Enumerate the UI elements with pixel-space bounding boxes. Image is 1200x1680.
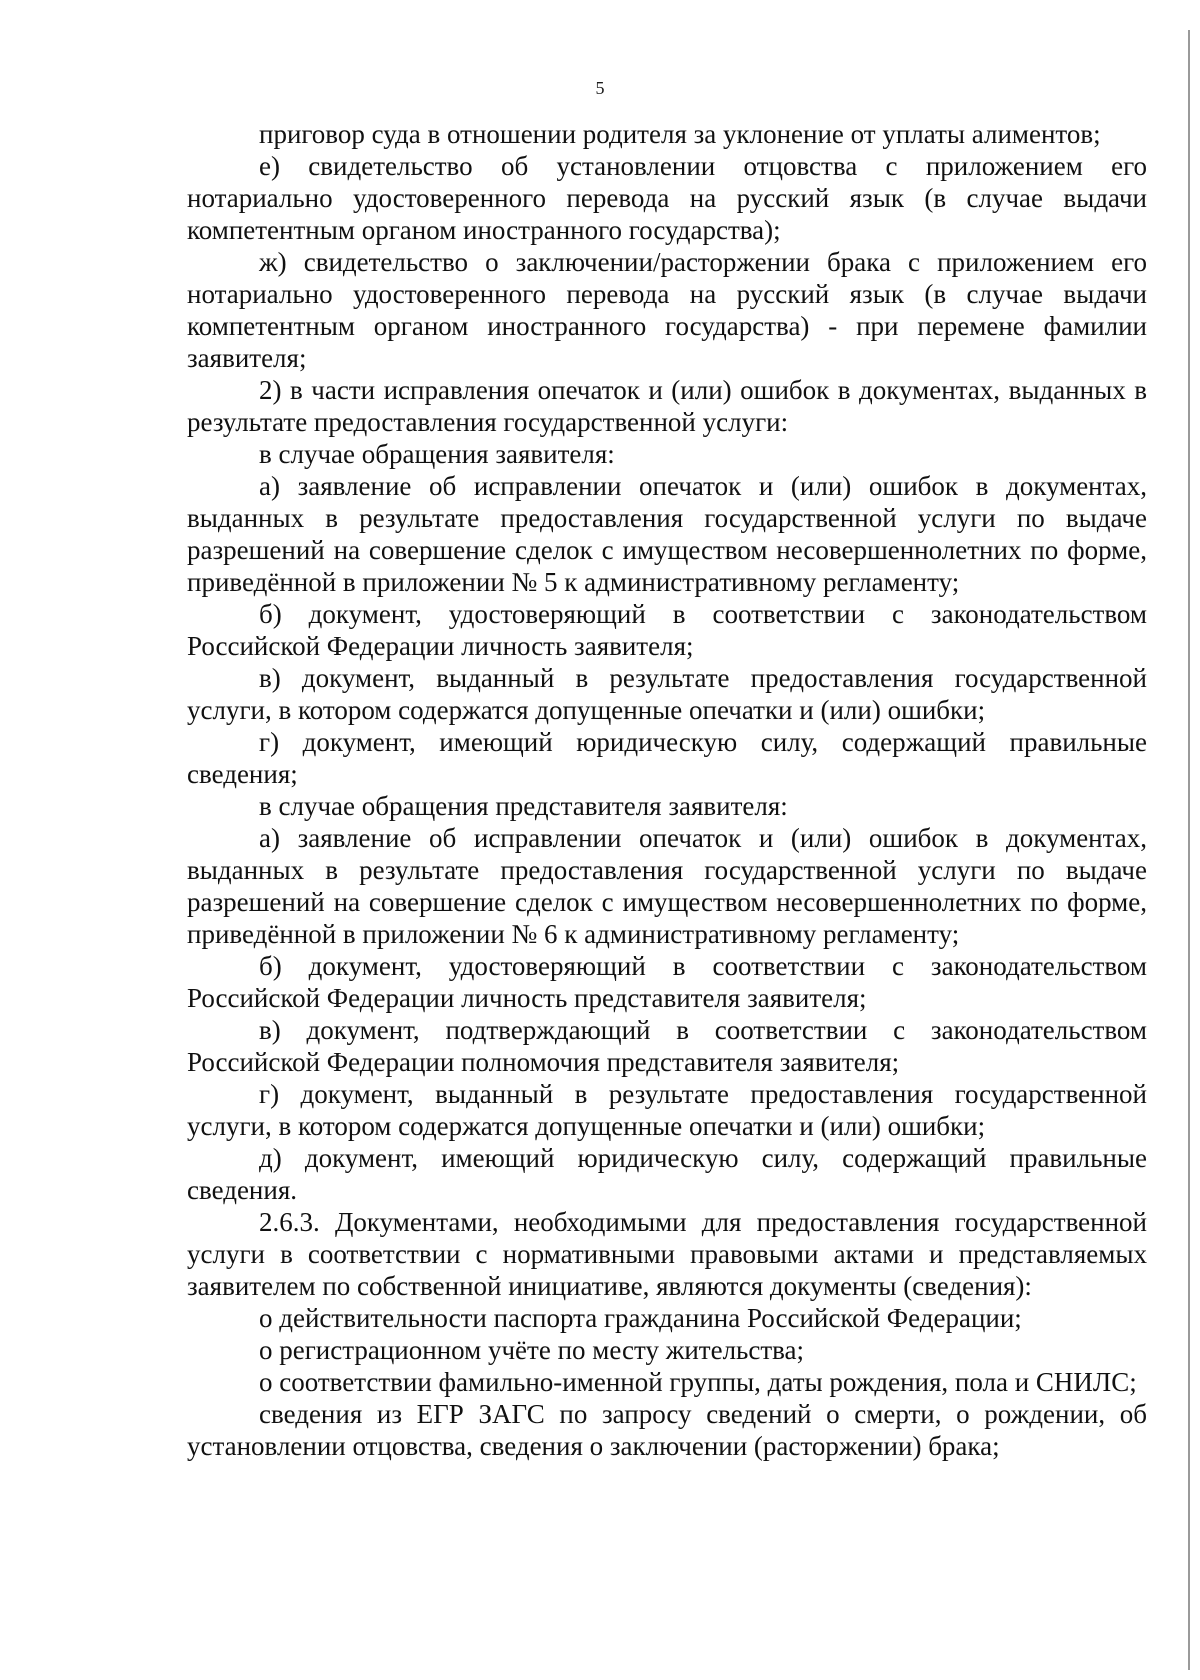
paragraph: в) документ, выданный в результате предоставления государственной услуги, в котором содержатся допущенные опечатки и (или) ошибки;: [187, 663, 1147, 725]
paragraph: сведения из ЕГР ЗАГС по запросу сведений о смерти, о рождении, об установлении отцовства, сведения о заключении (расторжении) брака;: [187, 1399, 1147, 1461]
paragraph: 2) в части исправления опечаток и (или) ошибок в документах, выданных в результате предоставления государственной услуги:: [187, 375, 1147, 437]
paragraph: ж) свидетельство о заключении/расторжении брака с приложением его нотариально удостоверенного перевода на русский язык (в случае выдачи компетентным органом иностранного государства) - при перемене фамилии заявителя;: [187, 247, 1147, 373]
paragraph: а) заявление об исправлении опечаток и (или) ошибок в документах, выданных в результате предоставления государственной услуги по выдаче разрешений на совершение сделок с имуществом несовершеннолетних по форме, приведённой в приложении № 5 к административному регламенту;: [187, 471, 1147, 597]
paragraph: д) документ, имеющий юридическую силу, содержащий правильные сведения.: [187, 1143, 1147, 1205]
paragraph: 2.6.3. Документами, необходимыми для предоставления государственной услуги в соответствии с нормативными правовыми актами и представляемых заявителем по собственной инициативе, являются документы (сведения):: [187, 1207, 1147, 1301]
paragraph: г) документ, выданный в результате предоставления государственной услуги, в котором содержатся допущенные опечатки и (или) ошибки;: [187, 1079, 1147, 1141]
paragraph: о регистрационном учёте по месту жительства;: [259, 1335, 805, 1365]
page-number: 5: [595, 78, 605, 98]
page-edge-line: [1188, 30, 1190, 1670]
paragraph: б) документ, удостоверяющий в соответствии с законодательством Российской Федерации личность заявителя;: [187, 599, 1147, 661]
paragraph: о действительности паспорта гражданина Российской Федерации;: [259, 1303, 1022, 1333]
paragraph: в случае обращения представителя заявителя:: [259, 791, 788, 821]
paragraph: приговор суда в отношении родителя за уклонение от уплаты алиментов;: [259, 119, 1101, 149]
paragraph: б) документ, удостоверяющий в соответствии с законодательством Российской Федерации личность представителя заявителя;: [187, 951, 1147, 1013]
paragraph: е) свидетельство об установлении отцовства с приложением его нотариально удостоверенного перевода на русский язык (в случае выдачи компетентным органом иностранного государства);: [187, 151, 1147, 245]
document-body: [187, 118, 1147, 1462]
paragraph: а) заявление об исправлении опечаток и (или) ошибок в документах, выданных в результате предоставления государственной услуги по выдаче разрешений на совершение сделок с имуществом несовершеннолетних по форме, приведённой в приложении № 6 к административному регламенту;: [187, 823, 1147, 949]
paragraph: о соответствии фамильно-именной группы, даты рождения, пола и СНИЛС;: [259, 1367, 1137, 1397]
paragraph: в) документ, подтверждающий в соответствии с законодательством Российской Федерации полномочия представителя заявителя;: [187, 1015, 1147, 1077]
paragraph: в случае обращения заявителя:: [259, 439, 615, 469]
paragraph: г) документ, имеющий юридическую силу, содержащий правильные сведения;: [187, 727, 1147, 789]
